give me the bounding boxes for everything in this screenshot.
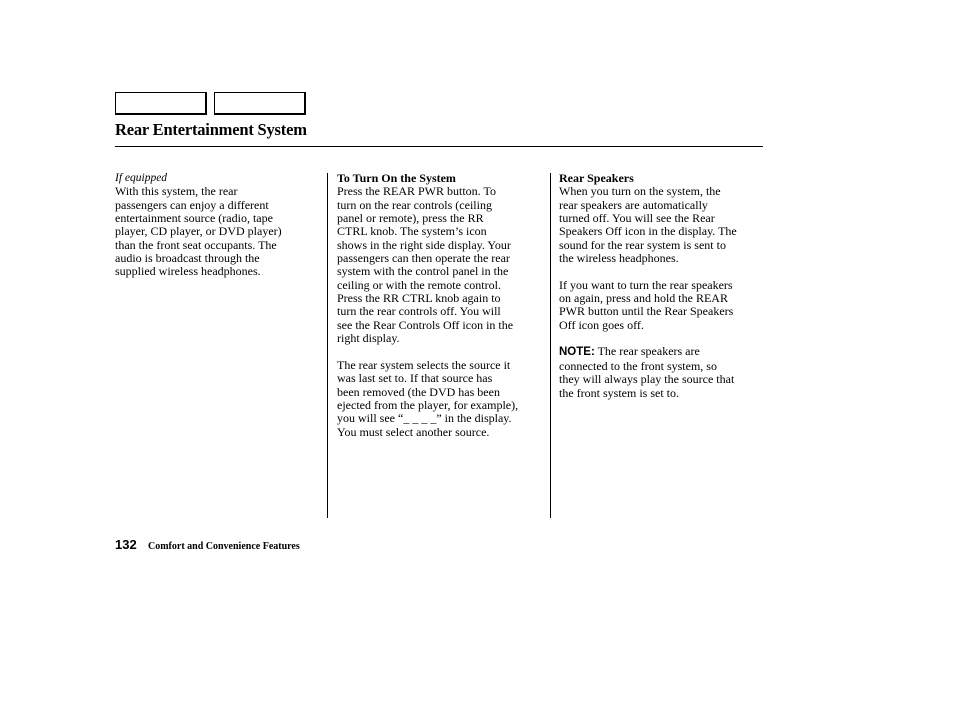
text-line: they will always play the source that (559, 372, 735, 387)
text-line: was last set to. If that source has (337, 371, 493, 386)
text-line: you will see “_ _ _ _” in the display. (337, 411, 512, 426)
section-name: Comfort and Convenience Features (148, 541, 300, 552)
text-line: been removed (the DVD has been (337, 384, 500, 399)
text-line: Press the REAR PWR button. To (337, 184, 496, 199)
text-line: system with the control panel in the (337, 264, 509, 279)
intro-paragraph (115, 185, 320, 278)
column-1 (115, 172, 320, 279)
text-line: turn the rear controls off. You will (337, 304, 501, 319)
text-line: entertainment source (radio, tape (115, 211, 273, 226)
if-equipped-note: If equipped (115, 172, 168, 184)
text-line: sound for the rear system is sent to (559, 237, 726, 252)
turn-on-paragraph (337, 185, 549, 345)
text-line: You must select another source. (337, 424, 490, 439)
text-line: PWR button until the Rear Speakers (559, 304, 734, 319)
text-line: turn on the rear controls (ceiling (337, 197, 492, 212)
text-line: The rear system selects the source it (337, 357, 511, 372)
section-tab-box-2 (214, 92, 306, 115)
turn-on-speakers-paragraph (559, 279, 764, 332)
title-rule (115, 146, 763, 147)
text-line: right display. (337, 331, 400, 346)
text-line: connected to the front system, so (559, 358, 717, 373)
column-divider-2 (550, 173, 551, 518)
text-line: The rear speakers are (594, 344, 700, 359)
text-line: player, CD player, or DVD player) (115, 224, 282, 239)
text-line: audio is broadcast through the (115, 251, 260, 266)
text-line: turned off. You will see the Rear (559, 211, 715, 226)
rear-speakers-paragraph (559, 185, 764, 265)
text-line: ceiling or with the remote control. (337, 277, 501, 292)
text-line: With this system, the rear (115, 184, 238, 199)
note-label: NOTE: (559, 346, 595, 359)
text-line: than the front seat occupants. The (115, 237, 277, 252)
text-line: the wireless headphones. (559, 251, 679, 266)
text-line: the front system is set to. (559, 385, 679, 400)
text-line: Press the RR CTRL knob again to (337, 291, 501, 306)
turn-on-heading: To Turn On the System (337, 171, 456, 185)
section-tab-box-1 (115, 92, 207, 115)
text-line: CTRL knob. The system’s icon (337, 224, 487, 239)
text-line: When you turn on the system, the (559, 184, 721, 199)
page-title: Rear Entertainment System (115, 120, 307, 139)
note-paragraph (559, 345, 764, 399)
page-number: 132 (115, 537, 137, 552)
text-line: panel or remote), press the RR (337, 211, 484, 226)
source-paragraph (337, 359, 549, 439)
text-line: rear speakers are automatically (559, 197, 708, 212)
column-divider-1 (327, 173, 328, 518)
text-line: ejected from the player, for example), (337, 397, 519, 412)
text-line: supplied wireless headphones. (115, 264, 261, 279)
rear-speakers-heading: Rear Speakers (559, 171, 634, 185)
text-line: If you want to turn the rear speakers (559, 277, 733, 292)
text-line: shows in the right side display. Your (337, 237, 511, 252)
text-line: Off icon goes off. (559, 317, 644, 332)
text-line: passengers can enjoy a different (115, 197, 269, 212)
column-2 (337, 172, 549, 439)
column-3 (559, 172, 764, 400)
text-line: passengers can then operate the rear (337, 251, 510, 266)
text-line: see the Rear Controls Off icon in the (337, 317, 514, 332)
text-line: on again, press and hold the REAR (559, 291, 728, 306)
text-line: Speakers Off icon in the display. The (559, 224, 737, 239)
